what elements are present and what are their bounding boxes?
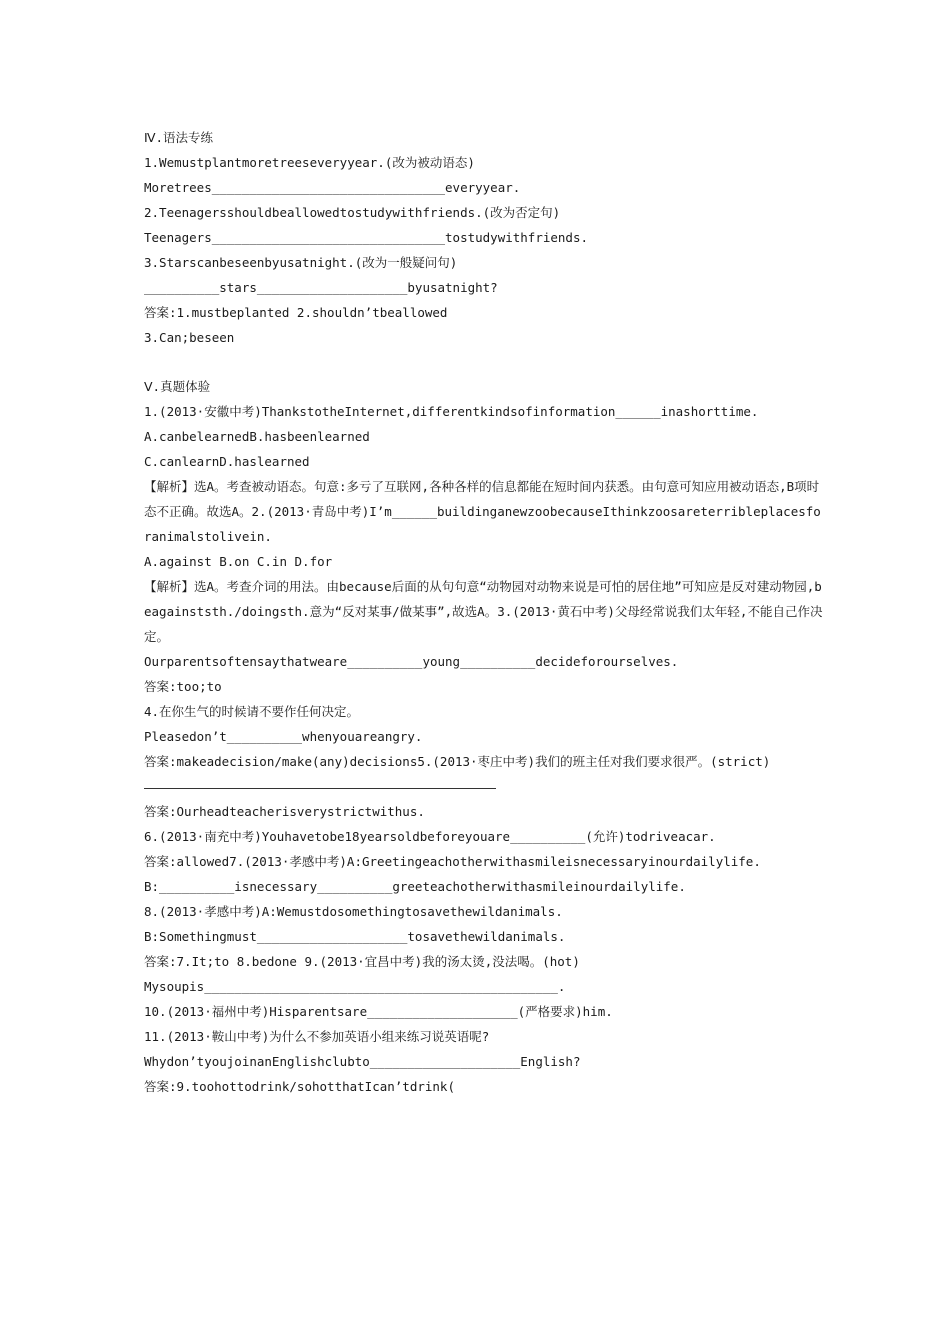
answer-line: 答案:too;to — [144, 679, 222, 694]
text-line: 11.(2013·鞍山中考)为什么不参加英语小组来练习说英语呢? — [144, 1029, 490, 1044]
answer-line: 答案:1.mustbeplanted 2.shouldn’tbeallowed — [144, 305, 448, 320]
text-line: 2.Teenagersshouldbeallowedtostudywithfriends.(改为否定句) — [144, 205, 561, 220]
answer-line: 答案:7.It;to 8.bedone 9.(2013·宜昌中考)我的汤太烫,没法喝。(hot) — [144, 954, 580, 969]
text-line: 3.Starscanbeseenbyusatnight.(改为一般疑问句) — [144, 255, 458, 270]
text-line: 8.(2013·孝感中考)A:Wemustdosomethingtosavethewildanimals. — [144, 904, 563, 919]
text-line: Ourparentsoftensaythatweare__________young__________decideforourselves. — [144, 654, 679, 669]
text-line: Whydon’tyoujoinanEnglishclubto____________________English? — [144, 1054, 581, 1069]
text-line: 1.Wemustplantmoretreeseveryyear.(改为被动语态) — [144, 155, 475, 170]
text-line: 10.(2013·福州中考)Hisparentsare____________________(严格要求)him. — [144, 1004, 613, 1019]
text-line: A.against B.on C.in D.for — [144, 554, 333, 569]
text-line: 4.在你生气的时候请不要作任何决定。 — [144, 704, 360, 719]
text-line: 1.(2013·安徽中考)ThankstotheInternet,differentkindsofinformation______inashorttime. — [144, 404, 759, 419]
answer-line: 答案:9.toohottodrink/sohotthatIcan’tdrink( — [144, 1079, 455, 1094]
answer-line: 答案:allowed7.(2013·孝感中考)A:Greetingeachotherwithasmileisnecessaryinourdailylife. — [144, 854, 761, 869]
section-title: Ⅳ.语法专练 — [144, 130, 214, 145]
text-line: Moretrees_______________________________everyyear. — [144, 180, 521, 195]
text-line: __________stars____________________byusatnight? — [144, 280, 498, 295]
section-gap — [144, 350, 824, 374]
answer-line: 答案:makeadecision/make(any)decisions5.(2013·枣庄中考)我们的班主任对我们要求很严。(strict) — [144, 754, 771, 769]
text-line: Mysoupis_______________________________________________. — [144, 979, 566, 994]
text-line: A.canbelearnedB.hasbeenlearned — [144, 429, 370, 444]
document-page — [144, 125, 824, 1099]
section-title: Ⅴ.真题体验 — [144, 379, 211, 394]
text-line: C.canlearnD.haslearned — [144, 454, 310, 469]
answer-blank-line — [144, 774, 496, 789]
analysis-paragraph: 【解析】选A。考查介词的用法。由because后面的从句句意“动物园对动物来说是可怕的居住地”可知应是反对建动物园,beagainststh./doingsth.意为“反对某事/做某事”,故选A。3.(2013·黄石中考)父母经常说我们太年轻,不能自己作决定。 — [144, 579, 823, 644]
text-line: B:__________isnecessary__________greeteachotherwithasmileinourdailylife. — [144, 879, 686, 894]
text-line: 6.(2013·南充中考)Youhavetobe18yearsoldbeforeyouare__________(允许)todriveacar. — [144, 829, 716, 844]
analysis-paragraph: 【解析】选A。考查被动语态。句意:多亏了互联网,各种各样的信息都能在短时间内获悉。由句意可知应用被动语态,B项时态不正确。故选A。2.(2013·青岛中考)I’m______buildinganewzoobecauseIthinkzoosareterribleplacesforanimalstolivein. — [144, 479, 821, 544]
text-line: Pleasedon’t__________whenyouareangry. — [144, 729, 423, 744]
text-line: Teenagers_______________________________tostudywithfriends. — [144, 230, 589, 245]
answer-line: 答案:Ourheadteacherisverystrictwithus. — [144, 804, 425, 819]
text-line: B:Somethingmust____________________tosavethewildanimals. — [144, 929, 566, 944]
answer-line: 3.Can;beseen — [144, 330, 235, 345]
